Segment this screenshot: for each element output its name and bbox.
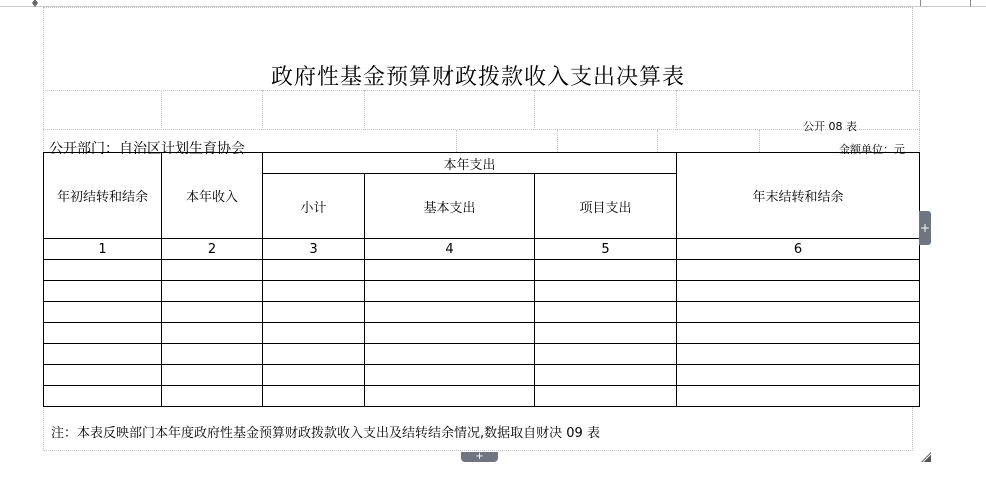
table-cell[interactable] <box>44 302 162 323</box>
table-cell[interactable] <box>677 365 920 386</box>
table-cell[interactable] <box>535 302 677 323</box>
table-cell[interactable] <box>263 386 365 407</box>
department-label: 公开部门：自治区计划生育协会 <box>49 141 245 157</box>
header-subtotal: 小计 <box>263 174 365 239</box>
table-row <box>44 260 920 281</box>
index-cell[interactable]: 2 <box>162 239 263 260</box>
header-opening-balance: 年初结转和结余 <box>44 153 162 239</box>
table-cell[interactable] <box>365 302 535 323</box>
table-cell[interactable] <box>263 302 365 323</box>
table-cell[interactable] <box>263 323 365 344</box>
table-note: 注：本表反映部门本年度政府性基金预算财政拨款收入支出及结转结余情况,数据取自财决 09 表 <box>51 426 600 441</box>
header-closing-balance: 年末结转和结余 <box>677 153 920 239</box>
table-cell[interactable] <box>162 302 263 323</box>
add-row-button[interactable]: + <box>461 452 498 462</box>
table-cell[interactable] <box>162 323 263 344</box>
table-cell[interactable] <box>263 260 365 281</box>
header-basic-expense: 基本支出 <box>365 174 535 239</box>
table-cell[interactable] <box>365 281 535 302</box>
table-cell[interactable] <box>677 386 920 407</box>
top-ruler <box>0 0 986 7</box>
header-annual-income: 本年收入 <box>162 153 263 239</box>
spreadsheet-area <box>43 7 919 451</box>
index-row <box>44 239 920 260</box>
table-cell[interactable] <box>535 323 677 344</box>
report-title: 政府性基金预算财政拨款收入支出决算表 <box>270 65 685 90</box>
move-handle-icon[interactable] <box>30 0 40 7</box>
index-cell[interactable]: 4 <box>365 239 535 260</box>
resize-handle-icon[interactable] <box>921 452 931 462</box>
table-cell[interactable] <box>44 386 162 407</box>
table-cell[interactable] <box>162 260 263 281</box>
table-cell[interactable] <box>677 260 920 281</box>
table-row <box>44 281 920 302</box>
table-cell[interactable] <box>263 344 365 365</box>
table-cell[interactable] <box>365 344 535 365</box>
table-cell[interactable] <box>535 365 677 386</box>
index-cell[interactable]: 5 <box>535 239 677 260</box>
table-cell[interactable] <box>677 281 920 302</box>
table-cell[interactable] <box>162 281 263 302</box>
table-row <box>44 386 920 407</box>
table-cell[interactable] <box>535 344 677 365</box>
index-cell[interactable]: 6 <box>677 239 920 260</box>
table-cell[interactable] <box>677 323 920 344</box>
table-cell[interactable] <box>365 323 535 344</box>
table-cell[interactable] <box>677 302 920 323</box>
table-cell[interactable] <box>44 323 162 344</box>
index-cell[interactable]: 1 <box>44 239 162 260</box>
header-annual-expense: 本年支出 <box>263 153 677 174</box>
table-cell[interactable] <box>44 260 162 281</box>
report-table <box>43 152 920 407</box>
add-column-button[interactable]: + <box>919 211 931 245</box>
table-cell[interactable] <box>365 260 535 281</box>
header-project-expense: 项目支出 <box>535 174 677 239</box>
table-cell[interactable] <box>535 386 677 407</box>
table-cell[interactable] <box>365 386 535 407</box>
table-row <box>44 365 920 386</box>
table-cell[interactable] <box>535 281 677 302</box>
table-cell[interactable] <box>162 344 263 365</box>
table-row <box>44 302 920 323</box>
table-cell[interactable] <box>162 365 263 386</box>
table-row <box>44 323 920 344</box>
table-cell[interactable] <box>365 365 535 386</box>
table-cell[interactable] <box>162 386 263 407</box>
ruler-marks <box>912 0 972 6</box>
table-cell[interactable] <box>677 344 920 365</box>
table-cell[interactable] <box>535 260 677 281</box>
table-cell[interactable] <box>263 365 365 386</box>
table-row <box>44 344 920 365</box>
table-cell[interactable] <box>44 344 162 365</box>
table-cell[interactable] <box>44 281 162 302</box>
table-cell[interactable] <box>44 365 162 386</box>
table-cell[interactable] <box>263 281 365 302</box>
table-code: 公开 08 表 <box>803 120 857 133</box>
index-cell[interactable]: 3 <box>263 239 365 260</box>
unit-label: 金额单位：元 <box>839 143 905 156</box>
